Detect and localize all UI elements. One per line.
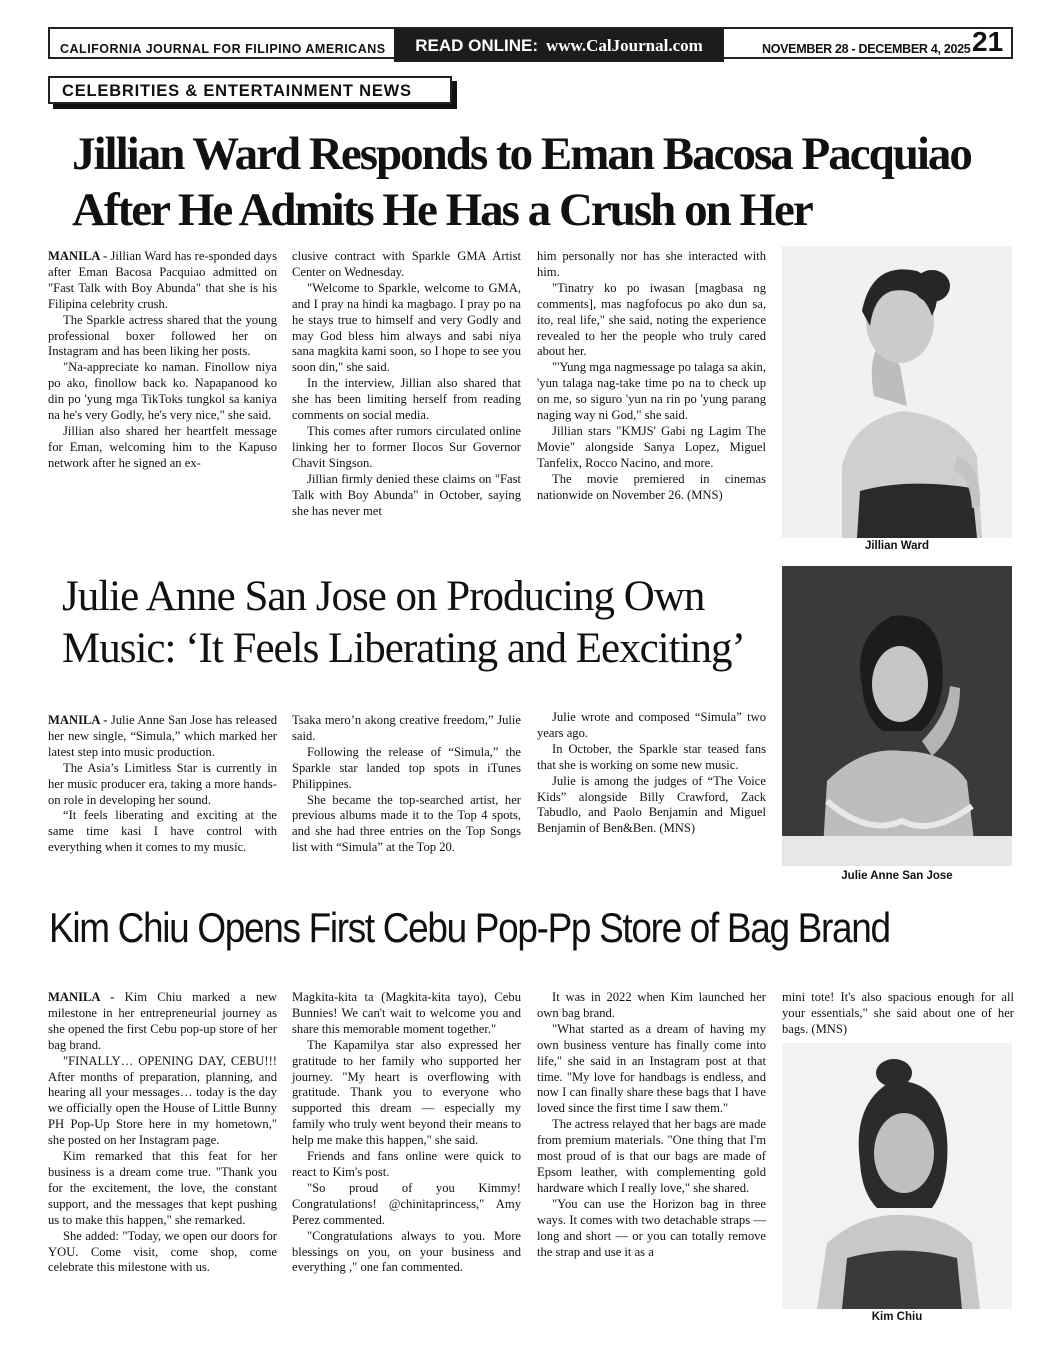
paragraph: The Asia’s Limitless Star is currently in her music producer era, taking a more hands-on role in developing her sound. [48, 760, 277, 807]
paragraph: Following the release of “Simula,” the Sparkle star landed top spots in iTunes Philippines. [292, 744, 521, 791]
article1-column-3 [537, 249, 766, 504]
paragraph: "'Yung mga nagmessage po talaga sa akin, 'yun talaga nag-take time po na to check up on me, so siguro 'yun na rin po 'yung parang naging way ni God," she said. [537, 360, 766, 423]
article3-headline: Kim Chiu Opens First Cebu Pop-Pp Store of Bag Brand [49, 904, 890, 951]
read-online-label: READ ONLINE: [415, 35, 538, 55]
paragraph [48, 713, 277, 761]
paragraph: "Tinatry ko po iwasan [magbasa ng comments], mas nagfofocus po ako dun sa, ito, real life," she said, noting the experience revealed to her the people who truly cared about her. [537, 280, 766, 359]
paragraph: The movie premiered in cinemas nationwide on November 26. (MNS) [537, 471, 766, 502]
paragraph: In the interview, Jillian also shared that she has been limiting herself from reading comments on social media. [292, 376, 521, 423]
paragraph: "What started as a dream of having my own business venture has finally come into life," she said in an Instagram post at that time. "My love for handbags is endless, and now I can finally share these bags that I have loved since the first time I saw them." [537, 1021, 766, 1116]
article1-headline-line1: Jillian Ward Responds to Eman Bacosa Pacquiao [72, 128, 971, 180]
article1-headline-line2: After He Admits He Has a Crush on Her [72, 184, 812, 236]
paragraph [48, 990, 277, 1054]
paragraph: him personally nor has she interacted with him. [537, 249, 766, 279]
read-online-url[interactable]: www.CalJournal.com [546, 35, 703, 55]
issue-date: NOVEMBER 28 - DECEMBER 4, 2025 [762, 42, 971, 56]
article2-column-1 [48, 713, 277, 856]
dateline: MANILA - [48, 990, 115, 1004]
article2-headline-line2: Music: ‘It Feels Liberating and Eexciting’ [62, 625, 745, 672]
paragraph: "Welcome to Sparkle, welcome to GMA, and I pray na hindi ka magbago. I pray po na he stays true to himself and very Godly and may God bless him always and sabi niya sana magkita kami soon, so I hope to see you soon din," she said. [292, 280, 521, 375]
article1-column-2 [292, 249, 521, 519]
paragraph: The Kapamilya star also expressed her gratitude to her family who supported her journey. "My heart is overflowing with gratitude. Thank you to everyone who supported this dream — especially my family who truly went beyond their means to help me make this happen," she said. [292, 1037, 521, 1148]
paragraph: Jillian stars "KMJS' Gabi ng Lagim The Movie" alongside Sanya Lopez, Miguel Tanfelix, Rocco Nacino, and more. [537, 423, 766, 470]
page-number: 21 [972, 26, 1004, 57]
paragraph: "FINALLY… OPENING DAY, CEBU!!! After months of preparation, planning, and hearing all your messages… today is the day we officially open the House of Little Bunny PH Pop-Up Store here in my hometown," she posted on her Instagram page. [48, 1053, 277, 1148]
dateline: MANILA - [48, 249, 108, 263]
paragraph: "You can use the Horizon bag in three ways. It comes with two detachable straps — long and short — or you can totally remove the strap and use it as a [537, 1196, 766, 1259]
paragraph: She added: "Today, we open our doors for YOU. Come visit, come shop, come celebrate this milestone with us. [48, 1228, 277, 1275]
paragraph: This comes after rumors circulated online linking her to former Ilocos Sur Governor Chavit Singson. [292, 423, 521, 470]
read-online-banner[interactable] [394, 29, 724, 62]
paragraph: "Congratulations always to you. More blessings on you, on your business and everything ," one fan commented. [292, 1228, 521, 1275]
paragraph-text: Julie Anne San Jose has released her new single, “Simula,” which marked her latest step into music production. [48, 713, 277, 759]
dateline: MANILA - [48, 713, 108, 727]
julie-anne-san-jose-caption: Julie Anne San Jose [841, 870, 953, 882]
article2-column-3 [537, 710, 766, 837]
paragraph: In October, the Sparkle star teased fans that she is working on some new music. [537, 741, 766, 772]
paragraph-text: Jillian Ward has re-sponded days after Eman Bacosa Pacquiao admitted on "Fast Talk with Boy Abunda" that she is his Filipina celebrity crush. [48, 249, 277, 311]
julie-anne-san-jose-photo [782, 566, 1012, 866]
kim-chiu-photo [782, 1043, 1012, 1309]
jillian-ward-caption: Jillian Ward [864, 540, 930, 552]
paragraph: Tsaka mero’n akong creative freedom,” Julie said. [292, 713, 521, 743]
article3-column-4 [782, 990, 1014, 1038]
article3-column-3 [537, 990, 766, 1260]
paragraph: The actress relayed that her bags are made from premium materials. "One thing that I'm most proud of is that our bags are made of Epsom leather, with complementing gold hardware which I really love," she shared. [537, 1117, 766, 1195]
paragraph: Jillian also shared her heartfelt message for Eman, welcoming him to the Kapuso network after he signed an ex- [48, 423, 277, 470]
paragraph: Kim remarked that this feat for her business is a dream come true. "Thank you for the excitement, the love, the constant support, and the messages that kept pushing us to make this happen," she remarked. [48, 1149, 277, 1227]
publication-name: CALIFORNIA JOURNAL FOR FILIPINO AMERICANS [60, 42, 386, 56]
section-label-text: CELEBRITIES & ENTERTAINMENT NEWS [62, 82, 412, 100]
article3-column-2 [292, 990, 521, 1276]
section-label [48, 76, 452, 104]
paragraph: mini tote! It's also spacious enough for all your essentials," she said about one of her bags. (MNS) [782, 990, 1014, 1036]
paragraph: "So proud of you Kimmy! Congratulations! @chinitaprincess," Amy Perez commented. [292, 1180, 521, 1227]
kim-chiu-caption: Kim Chiu [871, 1311, 923, 1323]
paragraph-text: Kim Chiu marked a new milestone in her entrepreneurial journey as she opened the first Cebu pop-up store of her bag brand. [48, 990, 278, 1052]
paragraph: "Na-appreciate ko naman. Finollow niya po ako, finollow back ko. Napapanood ko din po 'yung mga TikToks tungkol sa kaniya na he's very Godly, he's very nice," she said. [48, 360, 277, 423]
paragraph: Jillian firmly denied these claims on "Fast Talk with Boy Abunda" in October, saying she has never met [292, 471, 521, 518]
paragraph: She became the top-searched artist, her previous albums made it to the Top 4 spots, and she had three entries on the Top Songs list with “Simula” at the Top 20. [292, 792, 521, 855]
paragraph: Magkita-kita ta (Magkita-kita tayo), Cebu Bunnies! We can't wait to welcome you and share this memorable moment together." [292, 990, 521, 1036]
paragraph: clusive contract with Sparkle GMA Artist Center on Wednesday. [292, 249, 521, 279]
article2-column-2 [292, 713, 521, 856]
paragraph: “It feels liberating and exciting at the same time kasi I have control with everything when it comes to my music. [48, 808, 277, 855]
article3-column-1 [48, 990, 277, 1276]
article2-headline-line1: Julie Anne San Jose on Producing Own [62, 573, 705, 620]
paragraph [48, 249, 277, 313]
paragraph: It was in 2022 when Kim launched her own bag brand. [537, 990, 766, 1020]
paragraph: Julie wrote and composed “Simula” two years ago. [537, 710, 766, 740]
paragraph: Julie is among the judges of “The Voice Kids” alongside Billy Crawford, Zack Tabudlo, and Paolo Benjamin and Miguel Benjamin of Ben&Ben. (MNS) [537, 773, 766, 836]
paragraph: The Sparkle actress shared that the young professional boxer followed her on Instagram and has been liking her posts. [48, 312, 277, 359]
paragraph: Friends and fans online were quick to react to Kim's post. [292, 1149, 521, 1179]
jillian-ward-photo [782, 246, 1012, 538]
article1-column-1 [48, 249, 277, 472]
